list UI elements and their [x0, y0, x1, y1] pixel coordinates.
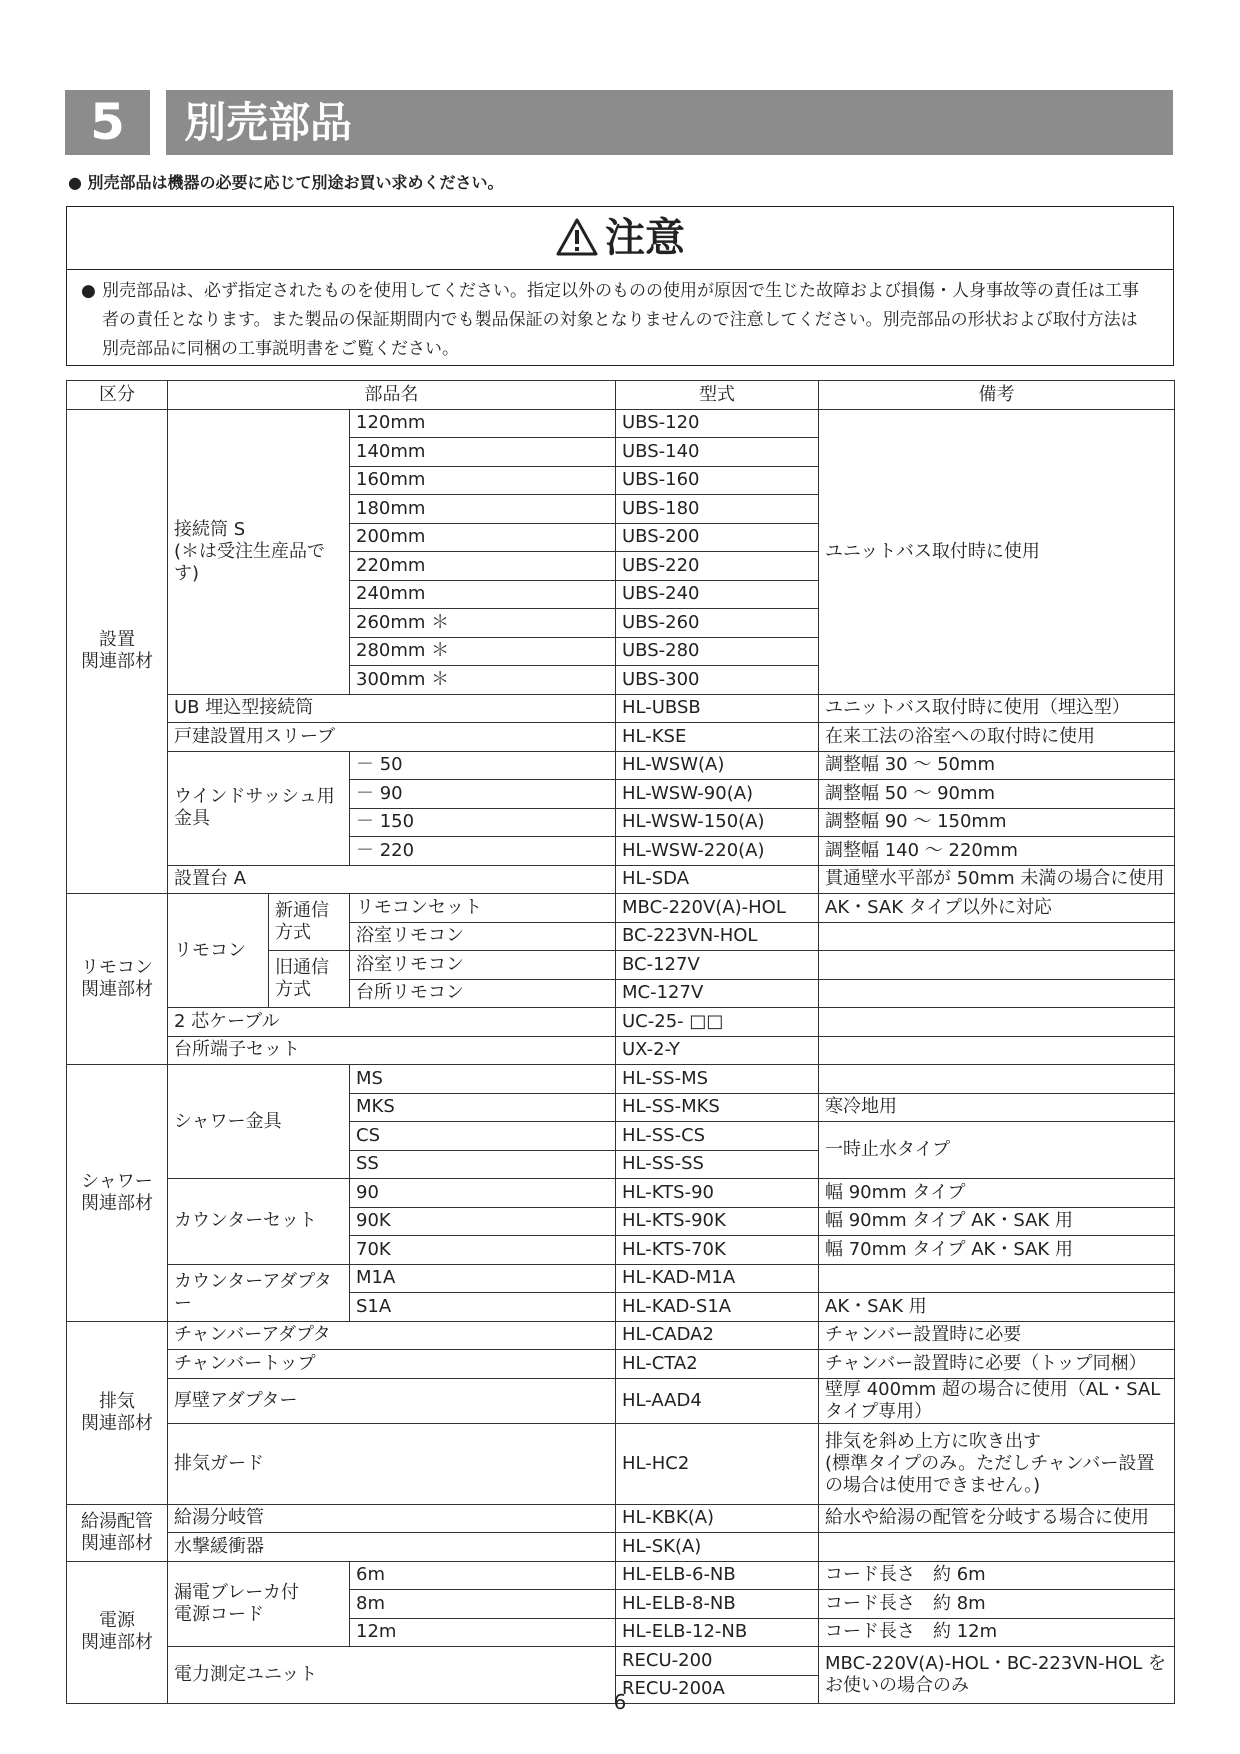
part-variant: 90K: [350, 1207, 616, 1236]
model-number: HL-WSW-90(A): [616, 780, 819, 809]
part-note: 調整幅 90 ～ 150mm: [819, 808, 1175, 837]
model-number: HL-SS-SS: [616, 1150, 819, 1179]
model-number: HL-CADA2: [616, 1321, 819, 1350]
model-number: HL-KAD-M1A: [616, 1264, 819, 1293]
model-number: BC-127V: [616, 951, 819, 980]
part-note: 調整幅 140 ～ 220mm: [819, 837, 1175, 866]
table-row: [67, 1036, 1175, 1065]
part-note: チャンバー設置時に必要（トップ同梱）: [819, 1350, 1175, 1379]
table-row: [67, 1008, 1175, 1037]
model-number: HL-SDA: [616, 865, 819, 894]
part-note: 在来工法の浴室への取付時に使用: [819, 723, 1175, 752]
part-note: AK・SAK 用: [819, 1293, 1175, 1322]
part-note: [819, 1036, 1175, 1065]
category-remote: リモコン 関連部材: [67, 894, 168, 1065]
part-note: [819, 1065, 1175, 1094]
part-note: コード長さ 約 12m: [819, 1618, 1175, 1647]
part-note: コード長さ 約 6m: [819, 1561, 1175, 1590]
model-number: HL-WSW-220(A): [616, 837, 819, 866]
table-row: [67, 1321, 1175, 1350]
part-name: 厚壁アダプター: [168, 1378, 616, 1423]
model-number: MC-127V: [616, 979, 819, 1008]
model-number: BC-223VN-HOL: [616, 922, 819, 951]
table-row: [67, 1264, 1175, 1293]
model-number: HL-HC2: [616, 1423, 819, 1504]
part-variant: 浴室リモコン: [350, 951, 616, 980]
part-note: [819, 1008, 1175, 1037]
part-note: コード長さ 約 8m: [819, 1590, 1175, 1619]
part-variant: MS: [350, 1065, 616, 1094]
category-hotwater: 給湯配管 関連部材: [67, 1504, 168, 1561]
intro-note: [68, 170, 504, 193]
table-row: [67, 723, 1175, 752]
part-name: リモコン: [168, 894, 269, 1008]
part-note: 幅 90mm タイプ: [819, 1179, 1175, 1208]
part-variant: 260mm ＊: [350, 609, 616, 638]
part-note: 調整幅 30 ～ 50mm: [819, 751, 1175, 780]
part-variant: 70K: [350, 1236, 616, 1265]
table-row: [67, 1065, 1175, 1094]
bullet: ●: [81, 281, 96, 301]
table-row: [67, 1533, 1175, 1562]
part-note: 壁厚 400mm 超の場合に使用（AL・SAL タイプ専用）: [819, 1378, 1175, 1423]
caution-title: 注意: [605, 215, 685, 261]
page-number: 6: [613, 1690, 627, 1714]
part-variant: － 50: [350, 751, 616, 780]
header-note: 備考: [819, 381, 1175, 410]
table-row: [67, 1561, 1175, 1590]
part-name: 接続筒 S (＊は受注生産品です): [168, 409, 350, 694]
part-name: UB 埋込型接続筒: [168, 694, 616, 723]
table-row: [67, 1350, 1175, 1379]
part-note: 幅 70mm タイプ AK・SAK 用: [819, 1236, 1175, 1265]
header-part: 部品名: [168, 381, 616, 410]
table-row: [67, 409, 1175, 438]
model-number: HL-SS-MKS: [616, 1093, 819, 1122]
part-note: MBC-220V(A)-HOL・BC-223VN-HOL をお使いの場合のみ: [819, 1647, 1175, 1704]
model-number: HL-CTA2: [616, 1350, 819, 1379]
part-note: 寒冷地用: [819, 1093, 1175, 1122]
part-variant: 6m: [350, 1561, 616, 1590]
part-variant: 12m: [350, 1618, 616, 1647]
table-row: [67, 1378, 1175, 1423]
part-variant: 台所リモコン: [350, 979, 616, 1008]
table-row: [67, 865, 1175, 894]
model-number: UBS-280: [616, 637, 819, 666]
model-number: UBS-140: [616, 438, 819, 467]
bullet: ●: [68, 173, 82, 192]
part-variant: － 150: [350, 808, 616, 837]
part-name: 戸建設置用スリーブ: [168, 723, 616, 752]
part-variant: 旧通信 方式: [269, 951, 350, 1008]
model-number: HL-KTS-90K: [616, 1207, 819, 1236]
part-variant: S1A: [350, 1293, 616, 1322]
model-number: HL-AAD4: [616, 1378, 819, 1423]
part-variant: 8m: [350, 1590, 616, 1619]
caution-body: [81, 277, 1153, 364]
model-number: HL-UBSB: [616, 694, 819, 723]
part-name: 2 芯ケーブル: [168, 1008, 616, 1037]
part-name: 排気ガード: [168, 1423, 616, 1504]
model-number: HL-WSW-150(A): [616, 808, 819, 837]
part-variant: 160mm: [350, 466, 616, 495]
part-note: [819, 979, 1175, 1008]
part-note: 排気を斜め上方に吹き出す (標準タイプのみ。ただしチャンバー設置の場合は使用できません。): [819, 1423, 1175, 1504]
part-variant: 180mm: [350, 495, 616, 524]
part-note: 幅 90mm タイプ AK・SAK 用: [819, 1207, 1175, 1236]
part-name: カウンターアダプター: [168, 1264, 350, 1321]
model-number: HL-KSE: [616, 723, 819, 752]
category-shower: シャワー 関連部材: [67, 1065, 168, 1322]
model-number: HL-SK(A): [616, 1533, 819, 1562]
table-row: [67, 1423, 1175, 1504]
part-note: 一時止水タイプ: [819, 1122, 1175, 1179]
part-name: ウインドサッシュ用金具: [168, 751, 350, 865]
category-exhaust: 排気 関連部材: [67, 1321, 168, 1504]
model-number: UBS-220: [616, 552, 819, 581]
part-variant: MKS: [350, 1093, 616, 1122]
caution-heading: [67, 211, 1173, 265]
part-note: チャンバー設置時に必要: [819, 1321, 1175, 1350]
model-number: RECU-200: [616, 1647, 819, 1676]
part-variant: 新通信 方式: [269, 894, 350, 951]
part-variant: 220mm: [350, 552, 616, 581]
part-note: [819, 922, 1175, 951]
category-power: 電源 関連部材: [67, 1561, 168, 1704]
part-name: シャワー金具: [168, 1065, 350, 1179]
model-number: HL-SS-MS: [616, 1065, 819, 1094]
model-number: HL-KAD-S1A: [616, 1293, 819, 1322]
model-number: UBS-160: [616, 466, 819, 495]
table-header-row: [67, 381, 1175, 410]
part-variant: 120mm: [350, 409, 616, 438]
model-number: HL-KTS-70K: [616, 1236, 819, 1265]
warning-triangle-icon: [555, 217, 599, 257]
part-variant: M1A: [350, 1264, 616, 1293]
part-name: 漏電ブレーカ付 電源コード: [168, 1561, 350, 1647]
part-variant: 300mm ＊: [350, 666, 616, 695]
section-number: 5: [65, 90, 150, 155]
part-name: チャンバートップ: [168, 1350, 616, 1379]
part-variant: 90: [350, 1179, 616, 1208]
part-variant: 240mm: [350, 580, 616, 609]
part-variant: CS: [350, 1122, 616, 1151]
model-number: HL-ELB-6-NB: [616, 1561, 819, 1590]
part-name: チャンバーアダプタ: [168, 1321, 616, 1350]
table-body: [67, 409, 1175, 1704]
parts-table: [66, 380, 1175, 1704]
part-name: 水撃緩衝器: [168, 1533, 616, 1562]
part-note: ユニットバス取付時に使用（埋込型）: [819, 694, 1175, 723]
caution-divider: [67, 269, 1173, 270]
part-note: 給水や給湯の配管を分岐する場合に使用: [819, 1504, 1175, 1533]
part-note: ユニットバス取付時に使用: [819, 409, 1175, 694]
table-row: [67, 1504, 1175, 1533]
model-number: UX-2-Y: [616, 1036, 819, 1065]
model-number: HL-ELB-8-NB: [616, 1590, 819, 1619]
model-number: UBS-120: [616, 409, 819, 438]
caution-text: 別売部品は、必ず指定されたものを使用してください。指定以外のものの使用が原因で生じた故障および損傷・人身事故等の責任は工事者の責任となります。また製品の保証期間内でも製品保証の対象となりませんので注意してください。別売部品の形状および取付方法は別売部品に同梱の工事説明書をご覧ください。: [102, 281, 1139, 359]
model-number: HL-KTS-90: [616, 1179, 819, 1208]
part-variant: リモコンセット: [350, 894, 616, 923]
part-name: 設置台 A: [168, 865, 616, 894]
part-note: 貫通壁水平部が 50mm 未満の場合に使用: [819, 865, 1175, 894]
table-row: [67, 1179, 1175, 1208]
part-name: 台所端子セット: [168, 1036, 616, 1065]
table-row: [67, 894, 1175, 923]
part-note: [819, 1533, 1175, 1562]
caution-box: [66, 206, 1174, 366]
part-note: 調整幅 50 ～ 90mm: [819, 780, 1175, 809]
model-number: UBS-300: [616, 666, 819, 695]
model-number: MBC-220V(A)-HOL: [616, 894, 819, 923]
header-model: 型式: [616, 381, 819, 410]
part-name: 給湯分岐管: [168, 1504, 616, 1533]
model-number: UBS-260: [616, 609, 819, 638]
part-variant: 200mm: [350, 523, 616, 552]
part-variant: － 90: [350, 780, 616, 809]
model-number: UC-25- □□: [616, 1008, 819, 1037]
model-number: HL-ELB-12-NB: [616, 1618, 819, 1647]
header-category: 区分: [67, 381, 168, 410]
part-note: AK・SAK タイプ以外に対応: [819, 894, 1175, 923]
part-variant: SS: [350, 1150, 616, 1179]
part-name: 電力測定ユニット: [168, 1647, 616, 1704]
part-variant: － 220: [350, 837, 616, 866]
intro-text: 別売部品は機器の必要に応じて別途お買い求めください。: [87, 173, 504, 192]
section-title: 別売部品: [166, 90, 1173, 155]
part-note: [819, 1264, 1175, 1293]
model-number: UBS-240: [616, 580, 819, 609]
model-number: HL-KBK(A): [616, 1504, 819, 1533]
model-number: UBS-200: [616, 523, 819, 552]
table-row: [67, 1647, 1175, 1676]
part-note: [819, 951, 1175, 980]
part-variant: 280mm ＊: [350, 637, 616, 666]
model-number: RECU-200A: [616, 1675, 819, 1704]
model-number: HL-WSW(A): [616, 751, 819, 780]
model-number: UBS-180: [616, 495, 819, 524]
part-variant: 140mm: [350, 438, 616, 467]
category-setup: 設置 関連部材: [67, 409, 168, 894]
table-row: [67, 751, 1175, 780]
table-row: [67, 694, 1175, 723]
model-number: HL-SS-CS: [616, 1122, 819, 1151]
part-name: カウンターセット: [168, 1179, 350, 1265]
part-variant: 浴室リモコン: [350, 922, 616, 951]
